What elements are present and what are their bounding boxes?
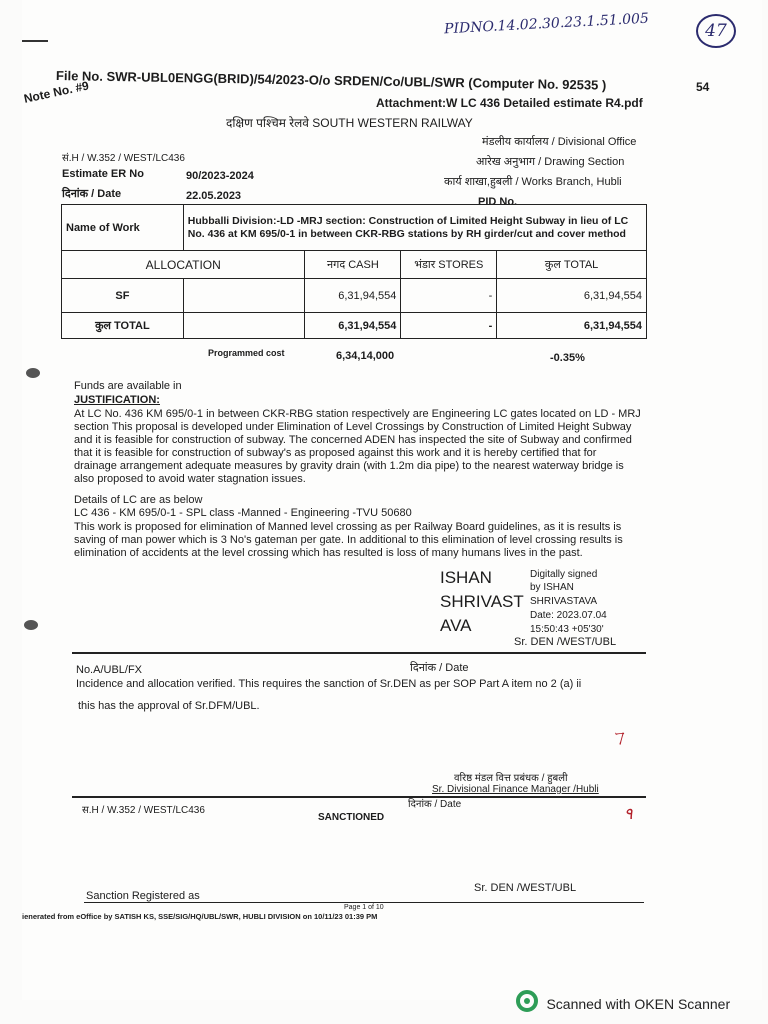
scanner-badge <box>516 990 730 1012</box>
page-of-pages: Page 1 of 10 <box>344 904 384 911</box>
sanction-reference: स.H / W.352 / WEST/LC436 <box>82 805 205 816</box>
divider-1 <box>72 652 646 654</box>
programmed-cost-value: 6,34,14,000 <box>336 350 395 362</box>
finance-note-2: this has the approval of Sr.DFM/UBL. <box>78 700 260 712</box>
works-branch: कार्य शाखा,हुबली / Works Branch, Hubli <box>444 176 622 188</box>
divider-3 <box>84 902 644 903</box>
signer-designation: Sr. DEN /WEST/UBL <box>514 636 617 648</box>
row-cash: 6,31,94,554 <box>305 279 401 313</box>
divider-2 <box>72 796 646 798</box>
date-value: 22.05.2023 <box>186 190 242 202</box>
row-blank <box>183 279 305 313</box>
estimate-label: Estimate ER No <box>62 168 144 180</box>
name-of-work-label: Name of Work <box>62 205 184 251</box>
scanner-label: Scanned with OKEN Scanner <box>546 995 731 1012</box>
handwritten-tick-1: ヿ <box>610 730 626 748</box>
allocation-header: ALLOCATION <box>62 251 305 279</box>
signed-line-4: Date: 2023.07.04 <box>530 610 607 621</box>
row-stores: - <box>401 313 497 339</box>
attachment-name: Attachment:W LC 436 Detailed estimate R4.pdf <box>376 96 643 110</box>
stores-header: भंडार STORES <box>401 251 497 279</box>
finance-officer-english: Sr. Divisional Finance Manager /Hubli <box>432 784 599 795</box>
reference-number: सं.H / W.352 / WEST/LC436 <box>62 153 185 164</box>
handwritten-pid-note: PIDNO.14.02.30.23.1.51.005 <box>443 10 650 38</box>
signer-name-3: AVA <box>440 616 472 635</box>
signed-line-2: by ISHAN <box>530 582 574 593</box>
row-total: 6,31,94,554 <box>497 279 647 313</box>
handwritten-tick-2: ٩ <box>624 804 633 823</box>
finance-note-1: Incidence and allocation verified. This requires the sanction of Sr.DEN as per SOP Part A item no 2 (a) ii <box>76 678 582 690</box>
cost-variance: -0.35% <box>550 352 585 364</box>
signed-line-5: 15:50:43 +05'30' <box>530 624 604 635</box>
row-allocation: कुल TOTAL <box>62 313 184 339</box>
date-label: दिनांक / Date <box>62 188 122 200</box>
funds-available: Funds are available in <box>74 380 182 392</box>
page-number: 54 <box>696 80 710 94</box>
scanner-logo-icon <box>516 990 538 1017</box>
sanction-date-label: दिनांक / Date <box>408 799 462 810</box>
signed-line-1: Digitally signed <box>530 569 598 580</box>
railway-name: दक्षिण पश्चिम रेलवे SOUTH WESTERN RAILWAY <box>226 116 473 130</box>
generated-footer: ienerated from eOffice by SATISH KS, SSE/SIG/HQ/UBL/SWR, HUBLI DIVISION on 10/11/23 01:39 PM <box>22 912 378 921</box>
allocation-table <box>61 204 647 339</box>
justification-heading: JUSTIFICATION: <box>74 394 160 406</box>
sanction-registered: Sanction Registered as <box>86 890 200 902</box>
row-cash: 6,31,94,554 <box>305 313 401 339</box>
row-total: 6,31,94,554 <box>497 313 647 339</box>
file-number: File No. SWR-UBL0ENGG(BRID)/54/2023-O/o SRDEN/Co/UBL/SWR (Computer No. 92535 ) <box>55 68 607 93</box>
sanction-designation: Sr. DEN /WEST/UBL <box>474 882 577 894</box>
divisional-office: मंडलीय कार्यालय / Divisional Office <box>482 136 637 148</box>
signer-name-2: SHRIVAST <box>440 592 524 611</box>
sanctioned-label: SANCTIONED <box>318 812 385 823</box>
punch-hole-mark-2 <box>24 620 38 630</box>
justification-paragraph: At LC No. 436 KM 695/0-1 in between CKR-RBG station respectively are Engineering LC gates located on LD - MRJ section This proposal is developed under Elimination of Level Crossings by Construction of Limited Height Subway and it is feasible for construction of subway. The concerned ADEN has inspected the site of Subway and confirmed that it is feasible for construction of subway's as proposed against this work and it is hereby certified that for drainage arrangement adequate measures by gravity drain (with 1.2m dia pipe) to the nearest waterway bridge is also proposed to avoid water stagnation issues. <box>74 408 641 485</box>
signed-line-3: SHRIVASTAVA <box>530 596 598 607</box>
name-of-work-value: Hubballi Division:-LD -MRJ section: Construction of Limited Height Subway in lieu of LC No. 436 at KM 695/0-1 in between CKR-RBG stations by RH girder/cut and cover method <box>183 205 646 251</box>
finance-date-label: दिनांक / Date <box>410 662 469 674</box>
total-header: कुल TOTAL <box>497 251 647 279</box>
note-number: Note No. #9 <box>22 78 91 106</box>
table-row <box>62 313 647 339</box>
lc-details: LC 436 - KM 695/0-1 - SPL class -Manned - Engineering -TVU 50680 <box>74 507 412 519</box>
lc-details-heading: Details of LC are as below <box>74 494 203 506</box>
punch-hole-mark-1 <box>26 368 40 378</box>
finance-reference: No.A/UBL/FX <box>76 664 143 676</box>
circled-number: 47 <box>696 14 736 48</box>
cash-header: नगद CASH <box>305 251 401 279</box>
elimination-paragraph: This work is proposed for elimination of Manned level crossing as per Railway Board guidelines, as it is results is saving of man power which is 3 No's gateman per gate. In additional to this elimination of level crossing results is elimination of accidents at the level crossing which has resulted is loss of many humans lives in the past. <box>74 521 623 559</box>
row-stores: - <box>401 279 497 313</box>
signer-name-1: ISHAN <box>440 568 492 587</box>
programmed-cost-label: Programmed cost <box>208 348 285 358</box>
finance-officer-hindi: वरिष्ठ मंडल वित्त प्रबंधक / हुबली <box>454 773 568 784</box>
table-row <box>62 279 647 313</box>
margin-mark-top <box>22 40 48 42</box>
estimate-value: 90/2023-2024 <box>186 170 254 182</box>
row-blank <box>183 313 305 339</box>
row-allocation: SF <box>62 279 184 313</box>
drawing-section: आरेख अनुभाग / Drawing Section <box>476 156 625 168</box>
pid-label: PID No. <box>478 196 518 208</box>
